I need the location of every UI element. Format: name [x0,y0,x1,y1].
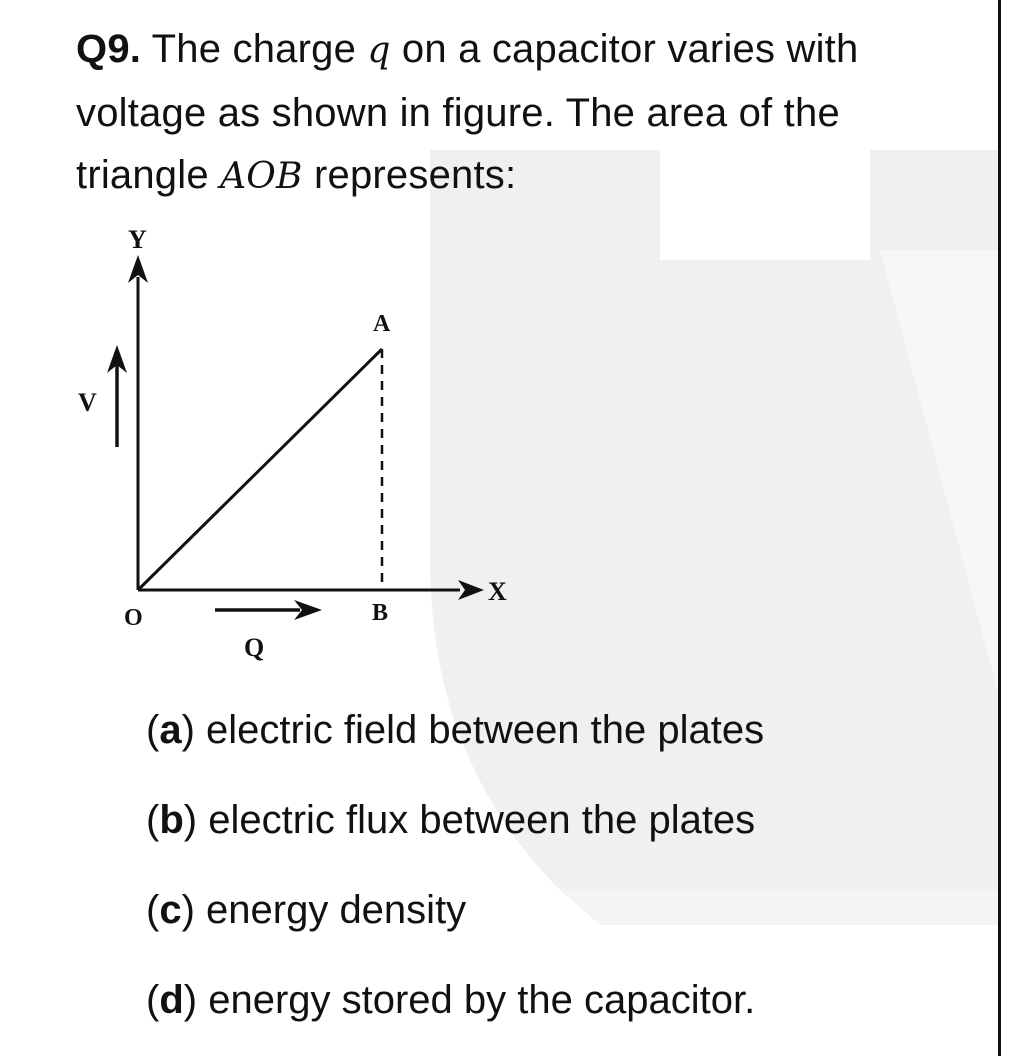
question-number: Q9. [76,27,142,71]
x-axis-arrow-icon [458,580,484,600]
qv-graph-figure [60,215,540,675]
variable-aob: AOB [220,156,303,197]
option-a[interactable] [146,700,986,790]
option-paren: ) [181,708,195,752]
point-b-label: B [372,600,389,626]
option-text: electric flux between the plates [197,798,756,842]
x-axis-label: X [488,577,507,606]
option-letter: c [159,888,182,932]
question-text-part: The charge [141,27,368,71]
v-label: V [78,388,97,417]
option-d[interactable] [146,970,986,1060]
option-text: electric field between the plates [194,708,765,752]
option-paren: ) [183,978,198,1022]
q-label: Q [244,633,265,662]
answer-options [146,700,986,1060]
question-text [76,18,956,208]
point-a-label: A [373,311,391,337]
origin-label: O [124,605,143,631]
page-border-right [998,0,1001,1056]
option-letter: b [159,798,184,842]
option-paren: ) [183,798,198,842]
option-letter: d [159,978,184,1022]
option-paren: ( [146,888,160,932]
y-axis-label: Y [128,225,147,254]
question-text-part: on a capacitor varies with voltage as shown in figure. The area of the triangle [76,27,859,197]
option-paren: ) [181,888,195,932]
variable-q: q [367,30,391,71]
option-paren: ( [146,978,160,1022]
option-paren: ( [146,798,160,842]
option-text: energy stored by the capacitor. [197,978,756,1022]
option-paren: ( [146,708,160,752]
option-letter: a [159,708,182,752]
question-text-part: represents: [302,153,517,197]
option-c[interactable] [146,880,986,970]
option-text: energy density [194,888,467,932]
line-oa [138,349,382,590]
option-b[interactable] [146,790,986,880]
